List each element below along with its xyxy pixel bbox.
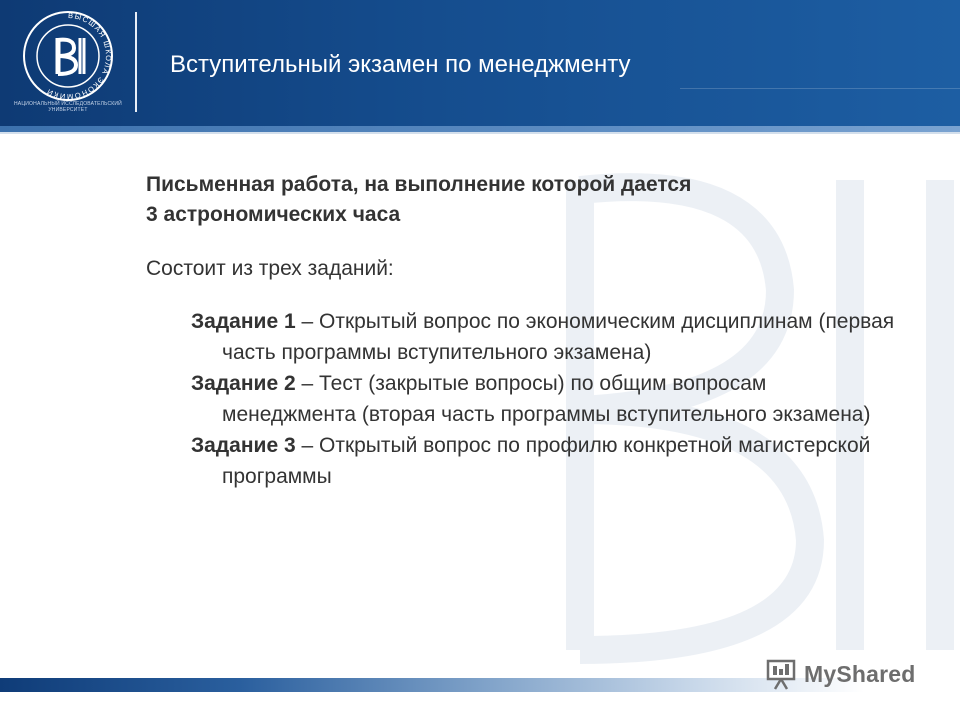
logo-ring-text: ВЫСШАЯ ШКОЛА ЭКОНОМИКИ [44,10,114,102]
task-text: – Тест (закрытые вопросы) по общим вопросам менеджмента (вторая часть программы вступительного экзамена) [222,372,871,426]
intro-line-2: 3 астрономических часа [146,203,401,226]
slide-title: Вступительный экзамен по менеджменту [170,51,631,78]
myshared-watermark[interactable] [766,656,916,692]
slide-body [146,170,906,492]
header-underline-light [0,132,960,134]
task-item-2 [191,368,906,430]
intro-text [146,170,906,230]
task-list [191,306,906,492]
task-label: Задание 1 [191,310,296,333]
header-bar [0,0,960,126]
task-item-1 [191,306,906,368]
task-label: Задание 2 [191,372,296,395]
logo-caption: НАЦИОНАЛЬНЫЙ ИССЛЕДОВАТЕЛЬСКИЙ УНИВЕРСИТЕТ [14,101,122,113]
task-label: Задание 3 [191,434,296,457]
presentation-board-icon [766,658,800,690]
header-accent-line [680,88,960,89]
header-divider [135,12,137,112]
hse-logo [22,10,114,102]
task-text: – Открытый вопрос по профилю конкретной магистерской программы [222,434,871,488]
intro-line-1: Письменная работа, на выполнение которой дается [146,173,692,196]
brand-name: MyShared [804,660,916,687]
task-item-3 [191,430,906,492]
tasks-subheading: Состоит из трех заданий: [146,257,394,280]
task-text: – Открытый вопрос по экономическим дисциплинам (первая часть программы вступительного экзамена) [222,310,895,364]
